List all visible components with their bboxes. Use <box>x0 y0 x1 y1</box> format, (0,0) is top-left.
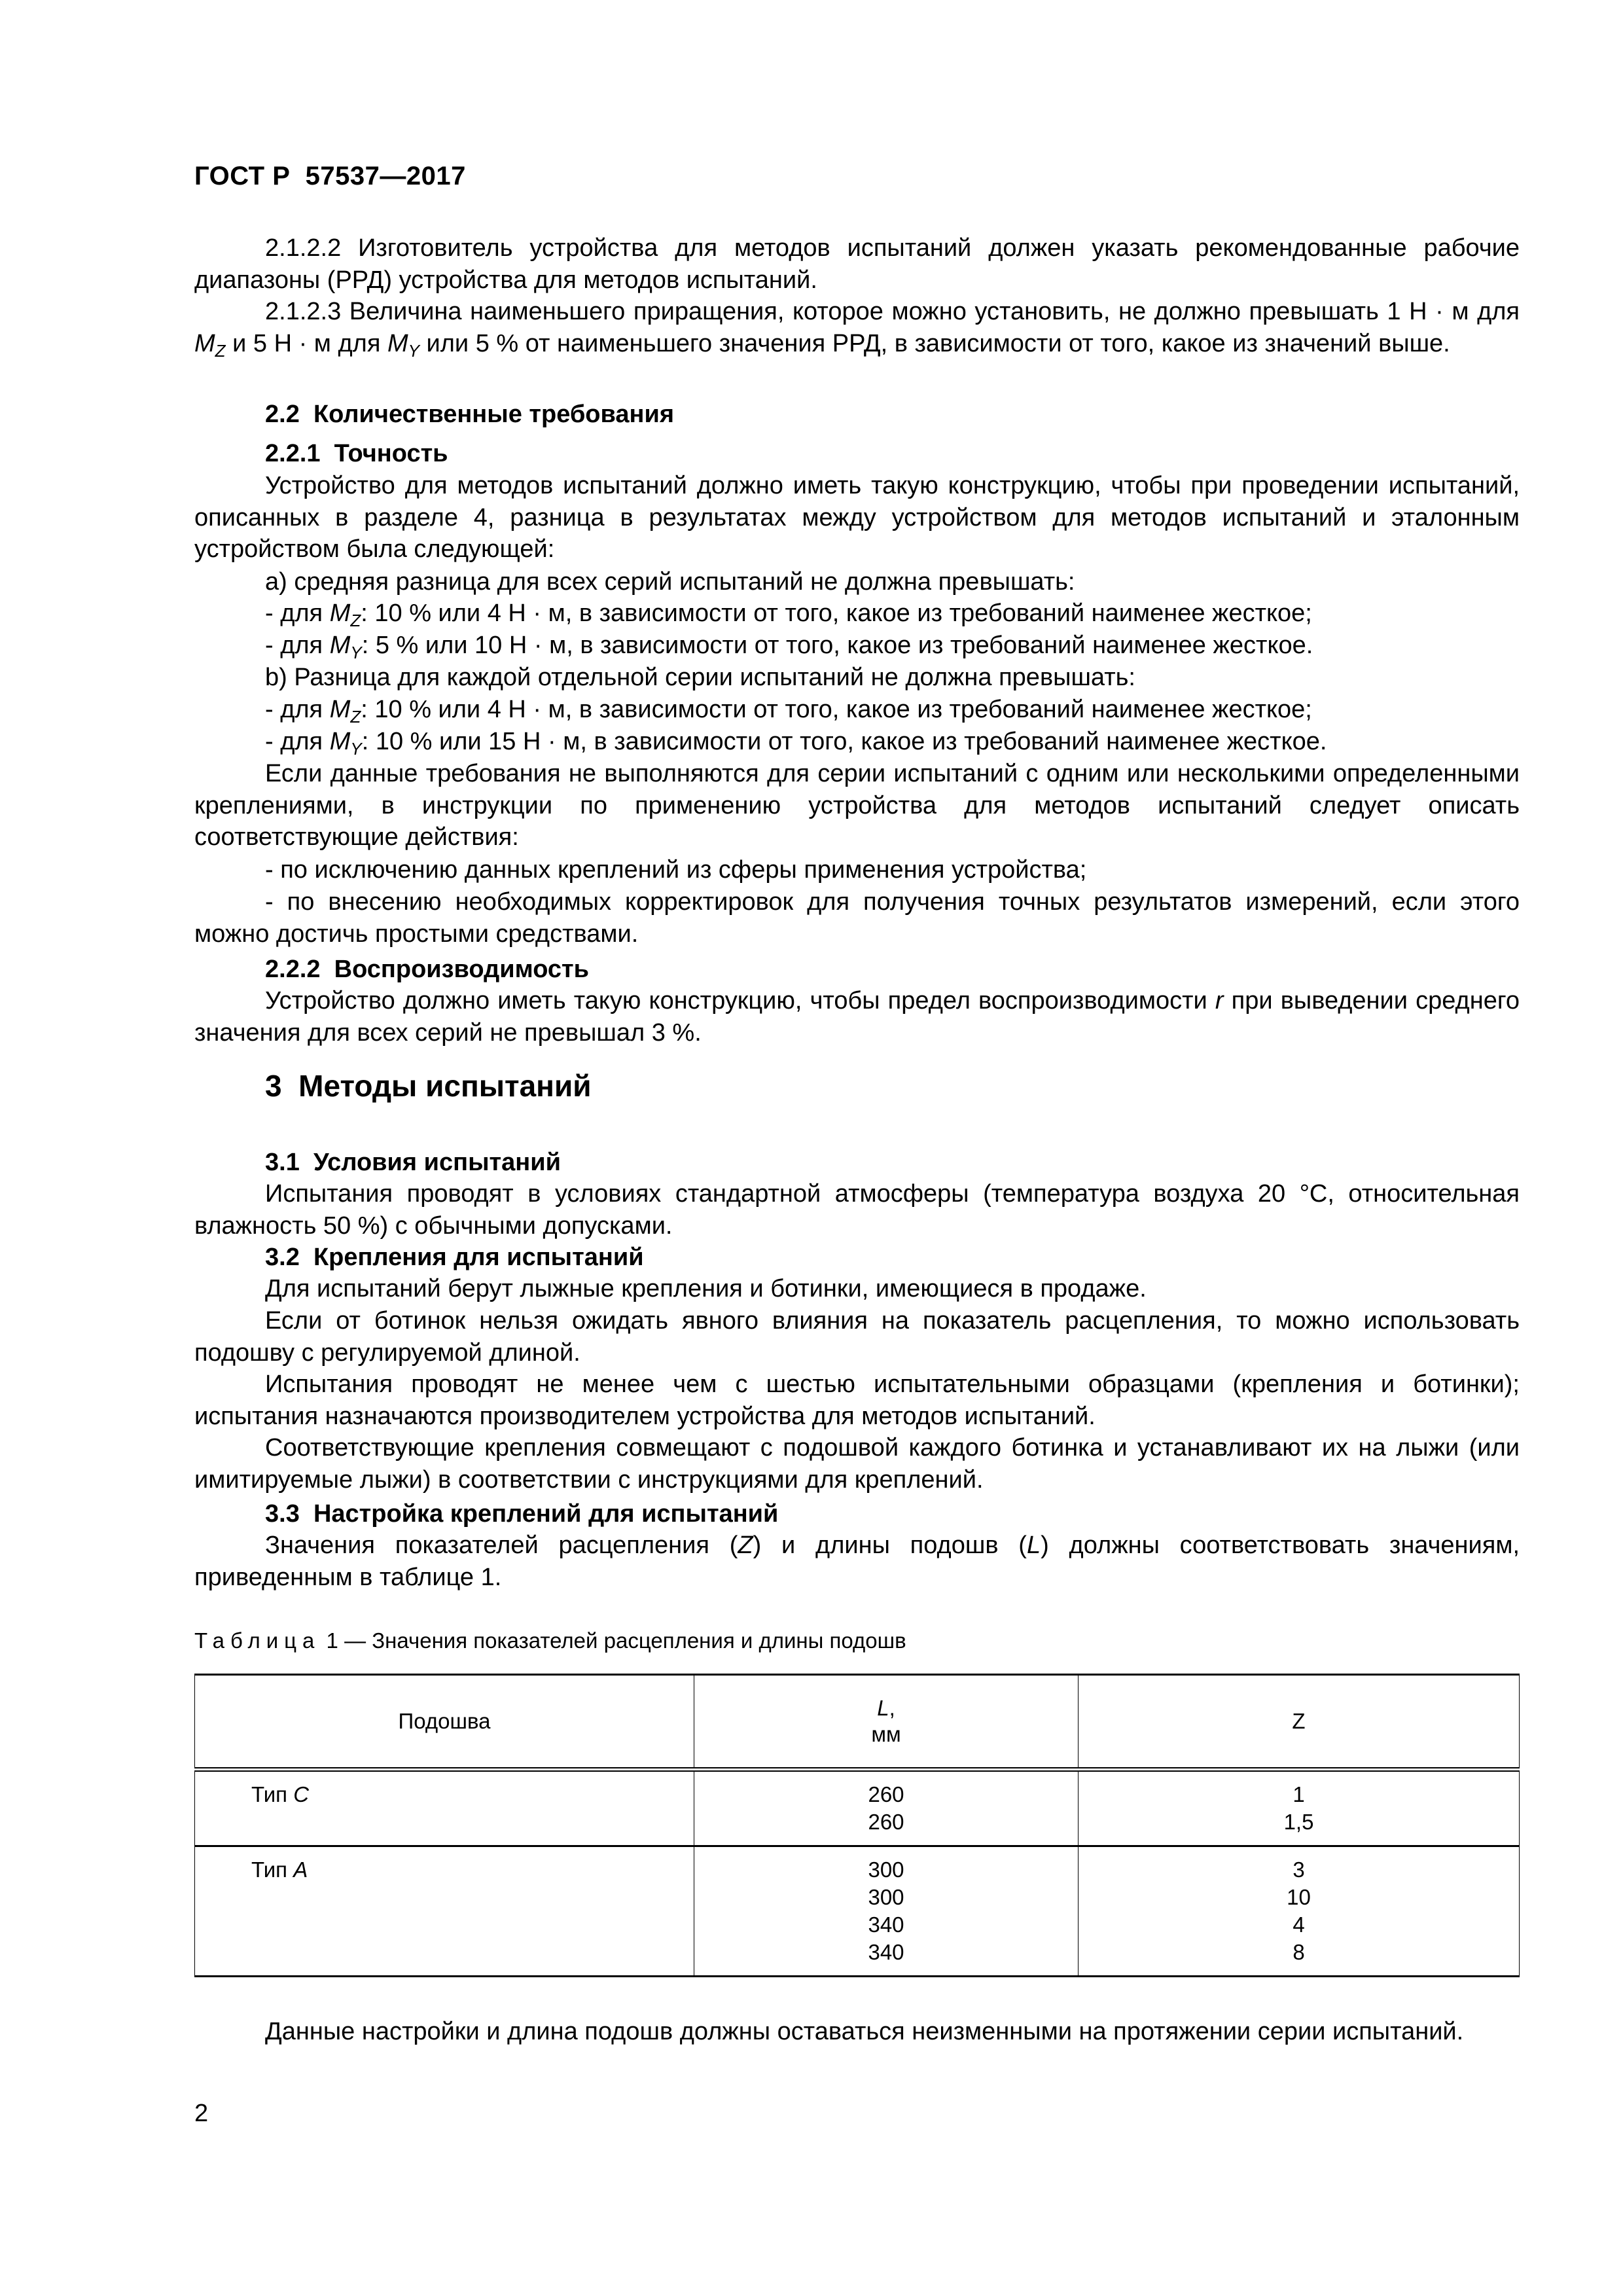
value: 3 <box>1293 1857 1305 1882</box>
dash-item-2: - по внесению необходимых корректировок для получения точных результатов измерений, если этого можно достичь простыми средствами. <box>194 888 1520 948</box>
paragraph-final: Данные настройки и длина подошв должны оставаться неизменными на протяжении серии испытаний. <box>265 2018 1464 2045</box>
page-number: 2 <box>194 2100 209 2127</box>
symbol-z: Z <box>738 1532 753 1559</box>
table-row <box>195 1770 1520 1846</box>
table-caption <box>194 1628 906 1653</box>
paragraph-2-2-1: Устройство для методов испытаний должно иметь такую конструкцию, чтобы при проведении испытаний, описанных в разделе 4, разница в результатах между устройством для методов испытаний и эталонным устройством была следующей: <box>194 472 1520 563</box>
paragraph-2-1-2-2: 2.1.2.2 Изготовитель устройства для методов испытаний должен указать рекомендованные рабочие диапазоны (РРД) устройства для методов испытаний. <box>194 234 1520 294</box>
heading-2-2: 2.2 Количественные требования <box>265 401 674 428</box>
type-letter: A <box>293 1857 308 1882</box>
list-item-b1 <box>265 694 1312 726</box>
list-item-a2 <box>265 630 1313 662</box>
text: - для <box>265 632 330 659</box>
symbol-r: r <box>1215 987 1224 1014</box>
list-item-a1 <box>265 598 1312 630</box>
text: - для <box>265 696 330 723</box>
value: 340 <box>868 1912 904 1937</box>
symbol-y-sub: Y <box>350 739 362 759</box>
caption-number: 1 — <box>320 1628 372 1653</box>
value: 300 <box>868 1857 904 1882</box>
paragraph-3-2-3: Испытания проводят не менее чем с шестью испытательными образцами (крепления и ботинки); испытания назначаются производителем устройства для методов испытаний. <box>194 1371 1520 1430</box>
value: 1,5 <box>1283 1810 1314 1834</box>
length-cell <box>694 1770 1079 1846</box>
value: 10 <box>1287 1885 1311 1909</box>
text: : 10 % или 4 Н · м, в зависимости от того, какое из требований наименее жесткое; <box>361 600 1312 627</box>
paragraph-3-2-1: Для испытаний берут лыжные крепления и ботинки, имеющиеся в продаже. <box>265 1275 1147 1302</box>
symbol-z-sub: Z <box>350 611 361 630</box>
symbol-z-sub: Z <box>215 340 226 361</box>
heading-2-2-1: 2.2.1 Точность <box>265 440 448 467</box>
type-letter: C <box>293 1782 310 1806</box>
header-length <box>694 1675 1079 1770</box>
heading-section-3: 3 Методы испытаний <box>265 1069 592 1103</box>
symbol-l: L <box>877 1696 889 1720</box>
paragraph-3-2-2: Если от ботинок нельзя ожидать явного влияния на показатель расцепления, то можно использовать подошву с регулируемой длиной. <box>194 1307 1520 1367</box>
list-item-b2 <box>265 726 1327 758</box>
value: 340 <box>868 1940 904 1964</box>
length-cell <box>694 1846 1079 1977</box>
text: - для <box>265 728 330 755</box>
text: ) и длины подошв ( <box>753 1532 1027 1559</box>
caption-label: Таблица <box>194 1628 321 1653</box>
value: 260 <box>868 1782 904 1806</box>
text: Значения показателей расцепления ( <box>265 1532 738 1559</box>
text: Тип <box>251 1857 294 1882</box>
text: : 10 % или 4 Н · м, в зависимости от того, какое из требований наименее жесткое; <box>361 696 1312 723</box>
value: 300 <box>868 1885 904 1909</box>
symbol-m: M <box>329 696 351 723</box>
text: : 5 % или 10 Н · м, в зависимости от того, какое из требований наименее жесткое. <box>361 632 1313 659</box>
value: 260 <box>868 1810 904 1834</box>
caption-text: Значения показателей расцепления и длины подошв <box>372 1628 906 1653</box>
symbol-l: L <box>1026 1532 1041 1559</box>
z-cell <box>1079 1846 1520 1977</box>
paragraph-3-3 <box>194 1530 1520 1593</box>
paragraph-2-2-2 <box>194 985 1520 1049</box>
table-row <box>195 1846 1520 1977</box>
value: 1 <box>1293 1782 1305 1806</box>
header-sole: Подошва <box>195 1675 694 1770</box>
text: Устройство должно иметь такую конструкцию, чтобы предел воспроизводимости <box>265 987 1215 1014</box>
paragraph-if-not-met: Если данные требования не выполняются для серии испытаний с одним или несколькими определенными креплениями, в инструкции по применению устройства для методов испытаний следует описать соответствующие действия: <box>194 760 1520 851</box>
sole-type-cell <box>195 1846 694 1977</box>
heading-3-1: 3.1 Условия испытаний <box>265 1149 561 1176</box>
document-header: ГОСТ Р 57537—2017 <box>194 162 466 190</box>
unit: мм <box>871 1722 901 1746</box>
header-z: Z <box>1079 1675 1520 1770</box>
symbol-m: M <box>329 728 351 755</box>
z-cell <box>1079 1770 1520 1846</box>
paragraph-3-2-4: Соответствующие крепления совмещают с подошвой каждого ботинка и устанавливают их на лыжи (или имитируемые лыжи) в соответствии с инструкциями для креплений. <box>194 1434 1520 1494</box>
heading-3-2: 3.2 Крепления для испытаний <box>265 1244 644 1271</box>
value: 4 <box>1293 1912 1305 1937</box>
text: , <box>889 1696 895 1720</box>
symbol-m: M <box>329 600 351 627</box>
value: 8 <box>1293 1940 1305 1964</box>
symbol-z-sub: Z <box>350 707 361 726</box>
text: - для <box>265 600 330 627</box>
dash-item-1: - по исключению данных креплений из сферы применения устройства; <box>265 856 1087 884</box>
list-item-b: b) Разница для каждой отдельной серии испытаний не должна превышать: <box>265 664 1135 691</box>
text: или 5 % от наименьшего значения РРД, в зависимости от того, какое из значений выше. <box>419 329 1450 357</box>
heading-2-2-2: 2.2.2 Воспроизводимость <box>265 956 590 983</box>
symbol-y-sub: Y <box>408 340 419 361</box>
text: Тип <box>251 1782 294 1806</box>
symbol-y-sub: Y <box>350 643 362 662</box>
text: при выведении среднего значения для всех серий не превышал 3 %. <box>194 987 1520 1047</box>
sole-type-cell <box>195 1770 694 1846</box>
table-1 <box>194 1674 1520 1977</box>
text: 2.1.2.3 Величина наименьшего приращения, которое можно установить, не должно превышать 1 Н · м для <box>265 298 1520 325</box>
text: : 10 % или 15 Н · м, в зависимости от того, какое из требований наименее жесткое. <box>361 728 1327 755</box>
text: и 5 Н · м для <box>225 329 387 357</box>
text: ) должны соответствовать значениям, приведенным в таблице 1. <box>194 1532 1520 1591</box>
symbol-m: M <box>329 632 351 659</box>
list-item-a: a) средняя разница для всех серий испытаний не должна превышать: <box>265 568 1075 596</box>
paragraph-3-1: Испытания проводят в условиях стандартной атмосферы (температура воздуха 20 °С, относительная влажность 50 %) с обычными допусками. <box>194 1180 1520 1240</box>
heading-3-3: 3.3 Настройка креплений для испытаний <box>265 1500 779 1528</box>
table-header-row <box>195 1675 1520 1770</box>
symbol-m: M <box>387 329 408 357</box>
symbol-m: M <box>194 329 215 357</box>
paragraph-2-1-2-3 <box>194 296 1520 359</box>
